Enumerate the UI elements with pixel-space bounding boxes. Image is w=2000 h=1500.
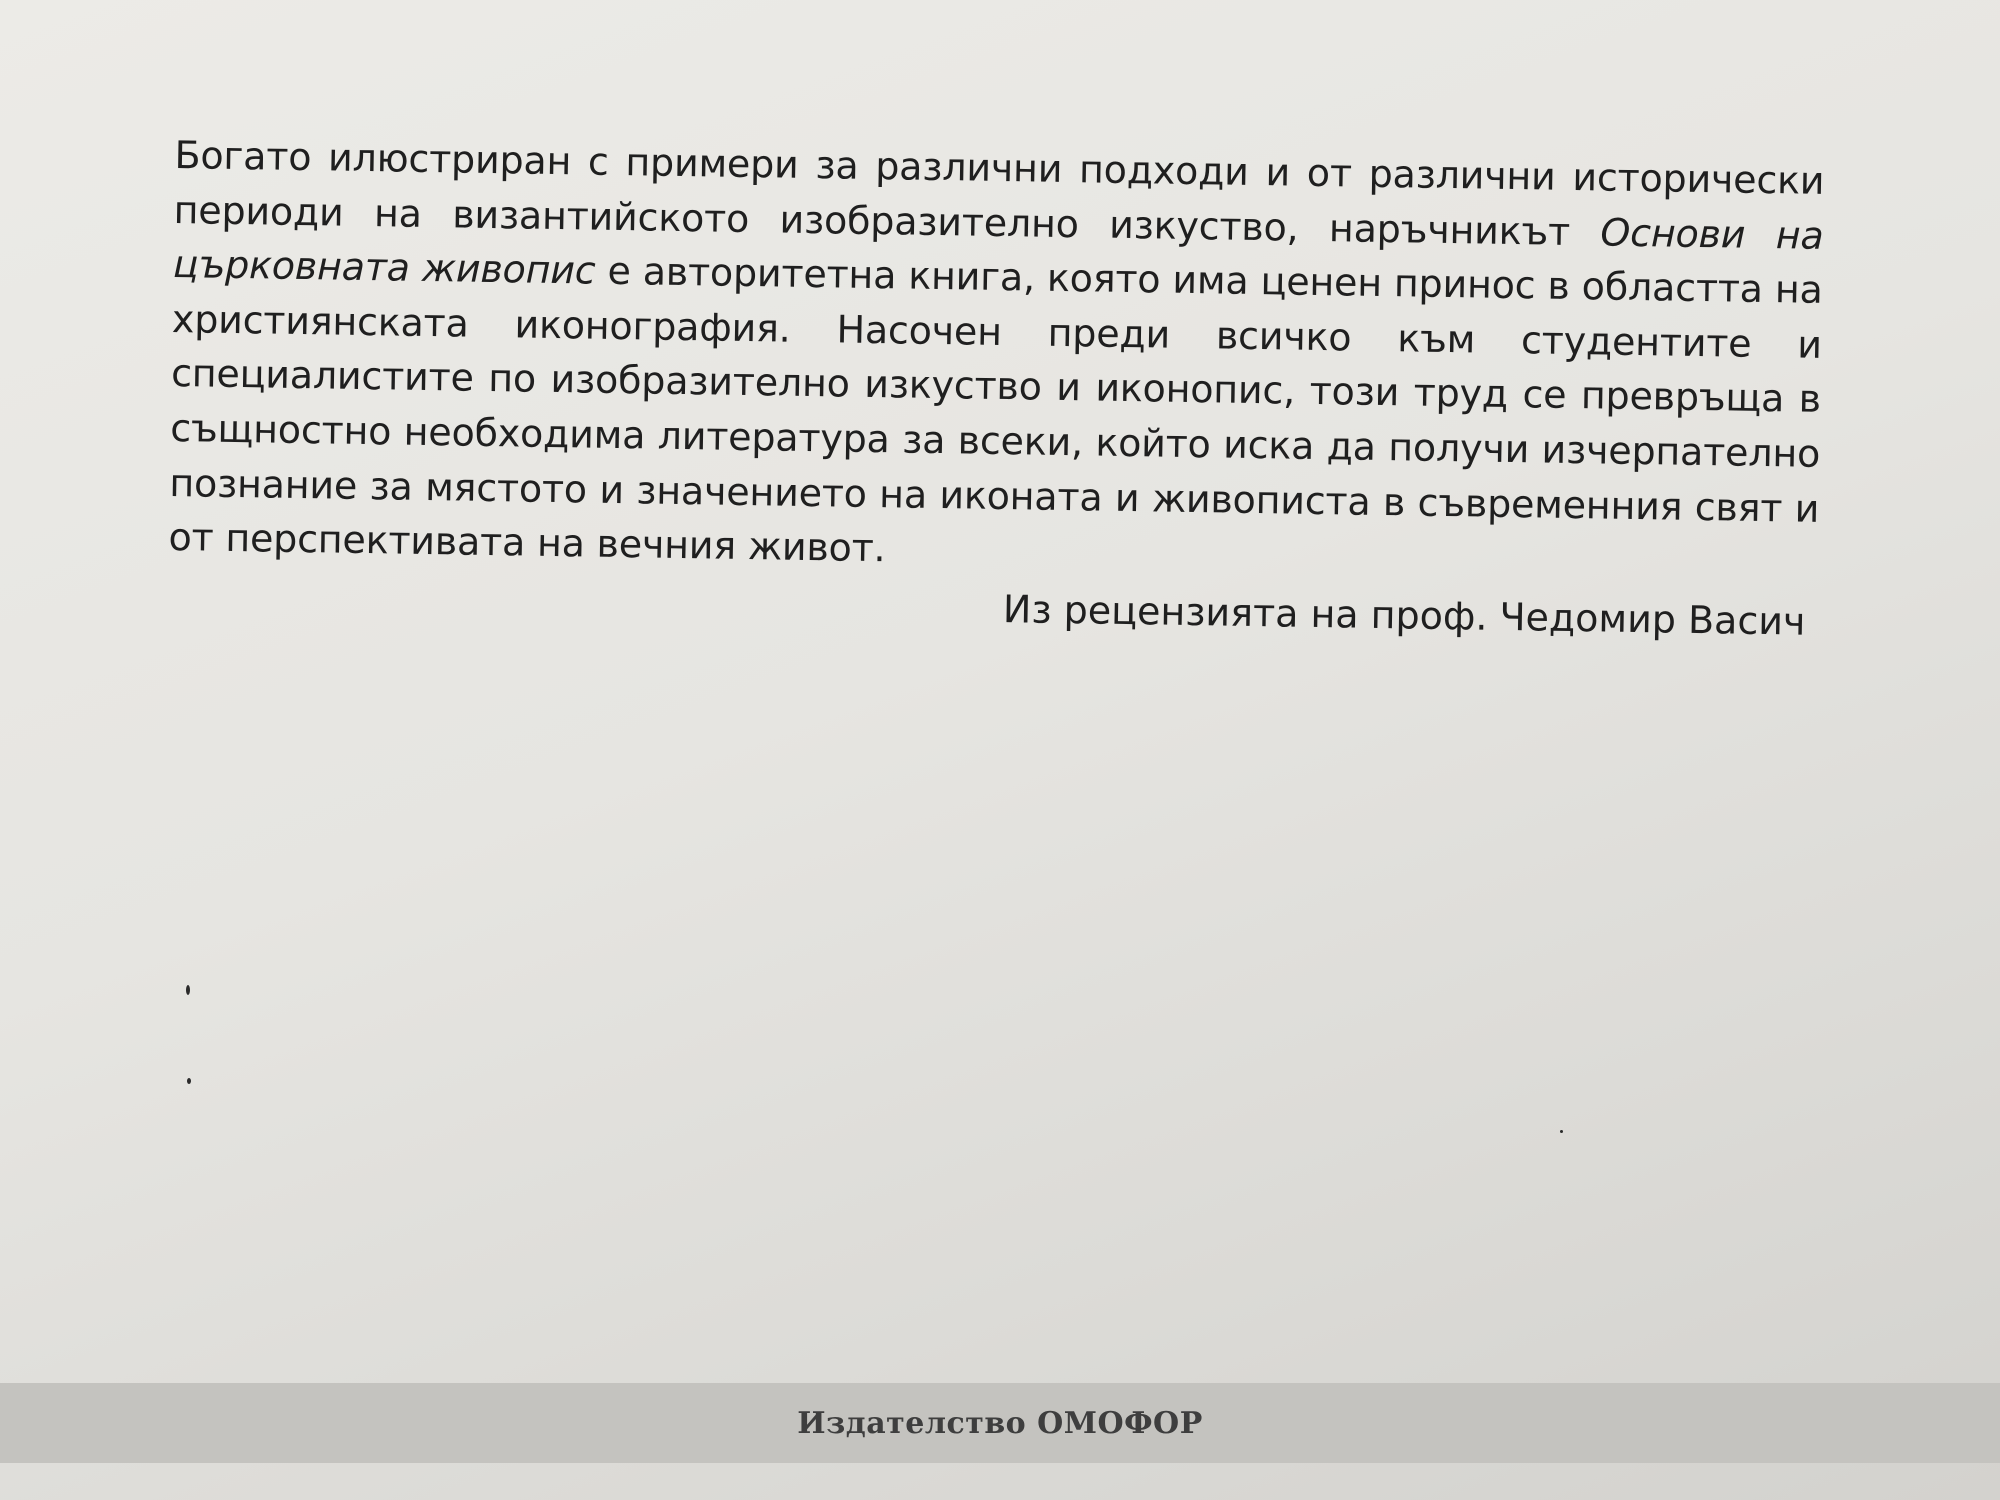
review-paragraph — [168, 128, 1825, 591]
paper-speck — [186, 985, 190, 995]
book-title: Основи на църковната живопис — [172, 210, 1824, 293]
review-text-continued: е авторитетна книга, която има ценен принос в областта на християнската иконография. Насочен преди всичко към студентите и специалистите по изобразително изкуство и иконопис, този труд се превръща в същностно необходима литература за всеки, който иска да получи изчерпателно познание за мястото и значението на иконата и живописта в съвременния свят и от перспективата на вечния живот. — [168, 248, 1823, 571]
review-excerpt — [167, 128, 1825, 649]
publisher-name: Издателство ОМОФОР — [797, 1405, 1203, 1441]
paper-speck — [187, 1078, 191, 1084]
review-text-intro: Богато илюстриран с примери за различни подходи и от различни исторически периоди на византийското изобразително изкуство, наръчникът — [173, 132, 1825, 254]
paper-speck — [1560, 1130, 1563, 1133]
publisher-footer — [0, 1383, 2000, 1463]
review-attribution: Из рецензията на проф. Чедомир Васич — [1002, 586, 1806, 644]
